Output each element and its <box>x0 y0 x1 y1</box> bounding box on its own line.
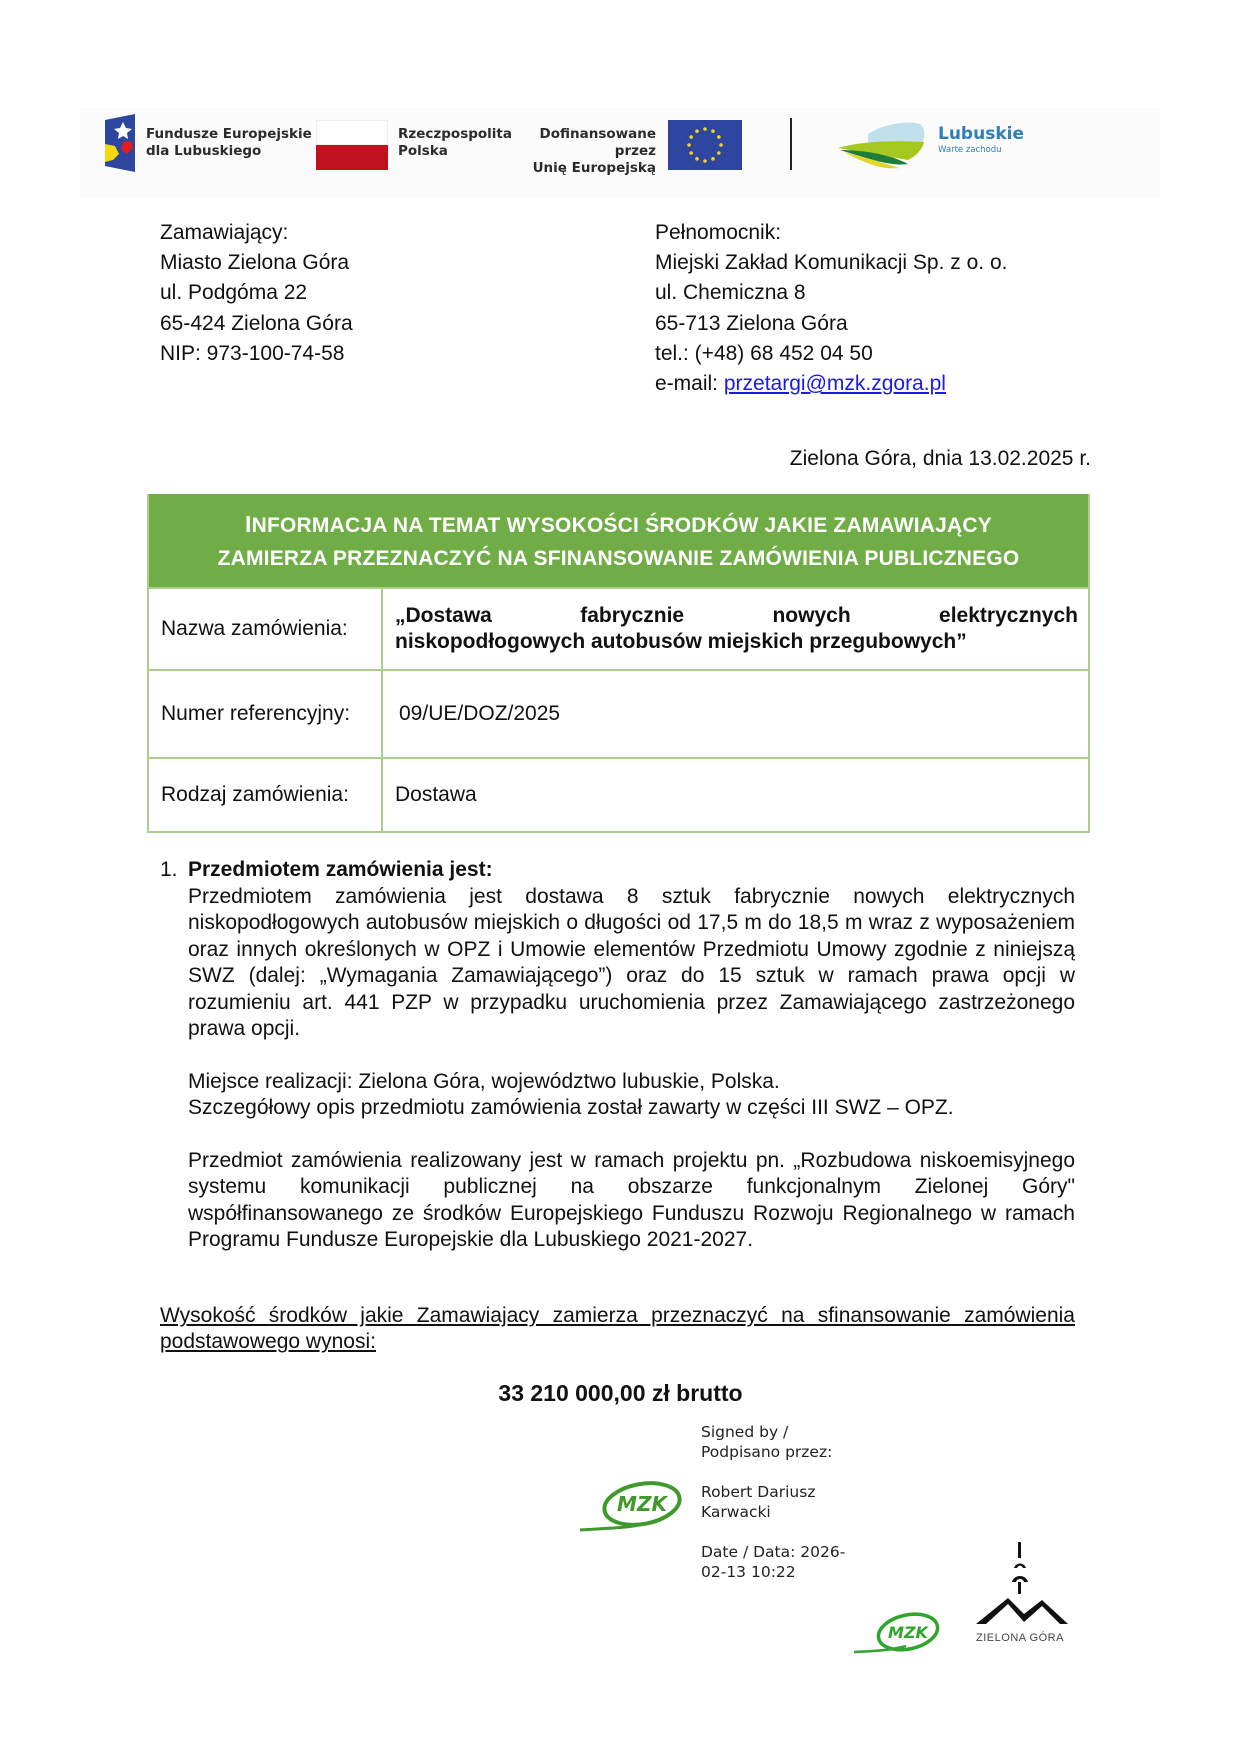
rzeczpospolita-logo-text <box>398 126 512 160</box>
contracting-authority-block <box>160 218 353 369</box>
email-prefix: e-mail: <box>655 372 724 396</box>
project-paragraph: Przedmiot zamówienia realizowany jest w ramach projektu pn. „Rozbudowa niskoemisyjnego systemu komunikacji publicznej na obszarze funkcjonalnym Zielonej Góry" współfinansowanego ze środków Europejskiego Funduszu Rozwoju Regionalnego w ramach Programu Fundusze Europejskie dla Lubuskiego 2021-2027. <box>188 1148 1075 1251</box>
table-row <box>149 669 1088 757</box>
logo-divider <box>790 118 792 170</box>
eu-line2: Unię Europejską <box>532 160 656 176</box>
proxy-street: ul. Chemiczna 8 <box>655 281 806 305</box>
signature-date-line2: 02-13 10:22 <box>701 1563 796 1581</box>
lubuskie-logo-icon <box>838 120 928 170</box>
row-label-reference: Numer referencyjny: <box>149 671 383 757</box>
fundusze-europejskie-logo-text <box>146 126 312 160</box>
funding-logos-bar <box>80 108 1160 198</box>
table-row <box>149 757 1088 831</box>
row-value-name <box>383 589 1088 669</box>
fe-logo-line2: dla Lubuskiego <box>146 143 262 159</box>
authority-nip: NIP: 973-100-74-58 <box>160 341 345 365</box>
eu-star-icon <box>687 143 691 147</box>
location-line: Miejsce realizacji: Zielona Góra, województwo lubuskie, Polska. <box>188 1069 780 1093</box>
procurement-info-table <box>147 494 1090 833</box>
table-header-line2: ZAMIERZA PRZEZNACZYĆ NA SFINANSOWANIE ZAMÓWIENIA PUBLICZNEGO <box>217 547 1020 570</box>
order-name-word: „Dostawa <box>395 604 492 627</box>
zielona-gora-logo-text: ZIELONA GÓRA <box>976 1632 1064 1644</box>
proxy-email-line <box>655 369 1007 399</box>
reference-number: 09/UE/DOZ/2025 <box>399 702 561 725</box>
eu-star-icon <box>711 129 715 133</box>
authority-name: Miasto Zielona Góra <box>160 251 350 275</box>
zielona-gora-logo-icon <box>968 1540 1072 1650</box>
funding-statement: Wysokość środków jakie Zamawiajacy zamierza przeznaczyć na sfinansowanie zamówienia podstawowego wynosi: <box>160 1304 1075 1353</box>
document-date: Zielona Góra, dnia 13.02.2025 r. <box>789 447 1091 470</box>
header-line1-text: NFORMACJA NA TEMAT WYSOKOŚCI ŚRODKÓW JAKIE ZAMAWIAJĄCY <box>251 514 992 537</box>
signed-by-label-pl: Podpisano przez: <box>701 1443 833 1461</box>
eu-line1: Dofinansowane przez <box>539 126 656 159</box>
mzk-footer-text: MZK <box>888 1623 928 1642</box>
signer-name-line2: Karwacki <box>701 1503 771 1521</box>
funding-amount: 33 210 000,00 zł brutto <box>498 1380 743 1406</box>
order-type: Dostawa <box>395 783 477 806</box>
section-1 <box>160 857 1075 1254</box>
signature-date-line1: Date / Data: 2026- <box>701 1543 846 1561</box>
rp-line2: Polska <box>398 143 448 159</box>
header-initial: I <box>245 511 252 537</box>
proxy-label: Pełnomocnik: <box>655 221 782 244</box>
order-name-line1 <box>395 603 1078 629</box>
digital-signature-block <box>701 1422 845 1602</box>
section-title: Przedmiotem zamówienia jest: <box>188 858 493 881</box>
order-name-word: fabrycznie <box>580 604 685 627</box>
rp-line1: Rzeczpospolita <box>398 126 512 142</box>
eu-cofinanced-text <box>524 126 656 177</box>
eu-star-icon <box>717 135 721 139</box>
eu-star-icon <box>719 143 723 147</box>
table-header-line1 <box>155 508 1082 542</box>
eu-star-icon <box>695 129 699 133</box>
fundusze-europejskie-logo-icon <box>101 114 137 172</box>
row-label-type: Rodzaj zamówienia: <box>149 759 383 831</box>
order-name-word: elektrycznych <box>939 604 1078 627</box>
eu-star-icon <box>689 135 693 139</box>
email-link[interactable]: przetargi@mzk.zgora.pl <box>723 372 946 396</box>
fe-logo-line1: Fundusze Europejskie <box>146 126 312 142</box>
contracting-authority-label: Zamawiający: <box>160 221 289 244</box>
proxy-block <box>655 218 1007 399</box>
eu-star-icon <box>695 157 699 161</box>
signed-by-label: Signed by / <box>701 1423 789 1441</box>
authority-street: ul. Podgóma 22 <box>160 281 308 305</box>
proxy-city: 65-713 Zielona Góra <box>655 311 848 335</box>
polish-flag-icon <box>316 120 388 170</box>
mzk-logo-text: MZK <box>617 1492 667 1516</box>
eu-star-icon <box>711 157 715 161</box>
row-label-name: Nazwa zamówienia: <box>149 589 383 669</box>
order-name-word: nowych <box>772 604 851 627</box>
subject-paragraph: Przedmiotem zamówienia jest dostawa 8 sztuk fabrycznie nowych elektrycznych niskopodłogowych autobusów miejskich o długości od 17,5 m do 18,5 m wraz z wyposażeniem oraz innych określonych w OPZ i Umowie elementów Przedmiotu Umowy zgodnie z niniejszą SWZ (dalej: „Wymagania Zamawiającego”) oraz do 15 sztuk w ramach prawa opcji w rozumieniu art. 441 PZP w przypadku uruchomienia przez Zamawiającego zastrzeżonego prawa opcji. <box>188 884 1075 1040</box>
eu-flag-icon <box>668 120 742 170</box>
lubuskie-logo-slogan: Warte zachodu <box>938 145 1002 155</box>
table-row <box>149 587 1088 669</box>
table-header <box>149 494 1088 587</box>
proxy-name: Miejski Zakład Komunikacji Sp. z o. o. <box>655 251 1008 275</box>
lubuskie-logo-name: Lubuskie <box>938 124 1024 144</box>
proxy-phone: tel.: (+48) 68 452 04 50 <box>655 341 873 365</box>
mzk-signature-logo-icon <box>578 1478 686 1534</box>
eu-star-icon <box>689 151 693 155</box>
authority-city: 65-424 Zielona Góra <box>160 311 353 335</box>
order-name-line2: niskopodłogowych autobusów miejskich przegubowych” <box>395 630 967 653</box>
eu-star-icon <box>703 159 707 163</box>
eu-star-icon <box>717 151 721 155</box>
mzk-footer-logo-icon <box>852 1610 944 1662</box>
eu-star-icon <box>703 127 707 131</box>
details-line: Szczegółowy opis przedmiotu zamówienia został zawarty w części III SWZ – OPZ. <box>188 1096 954 1119</box>
section-number: 1. <box>160 858 178 881</box>
signer-name-line1: Robert Dariusz <box>701 1483 816 1501</box>
